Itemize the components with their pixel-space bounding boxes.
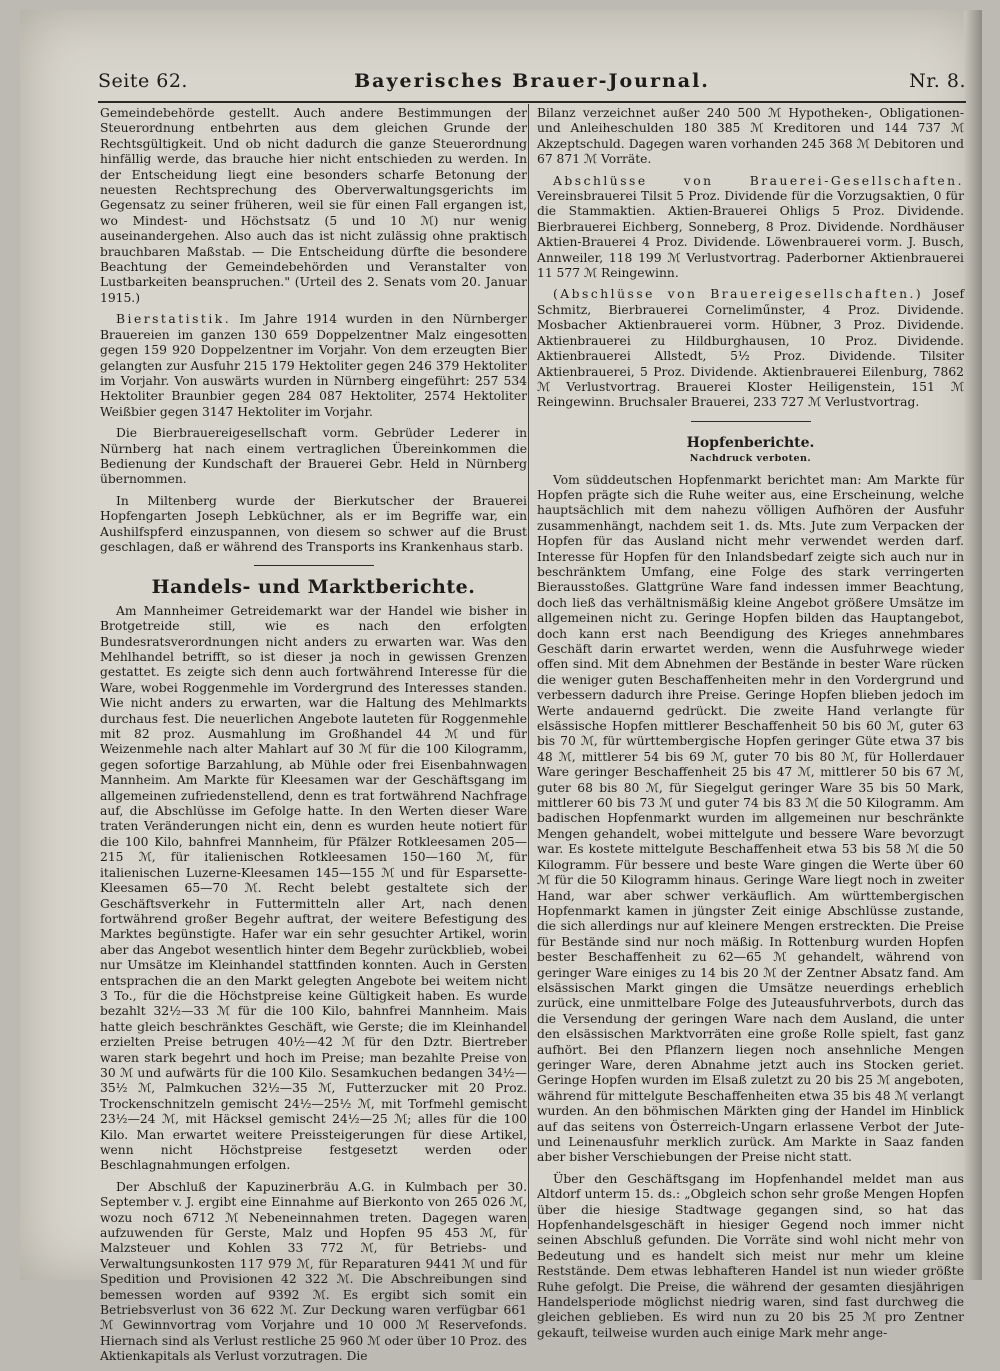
left-column	[100, 106, 527, 1371]
reprint-notice: Nachdruck verboten.	[689, 453, 812, 465]
right-column	[537, 106, 964, 1347]
paragraph: Gemeindebehörde gestellt. Auch andere Bestimmungen der Steuerordnung entbehrten aus dem gleichen Grunde der Rechtsgültigkeit. Und ob nicht dadurch die ganze Steuerordnung hinfällig werde, das brauche hier nicht entschieden zu werden. In der Entscheidung liegt eine besonders scharfe Betonung der neuesten Rechtsprechung des Oberverwaltungsgerichts im Gegensatz zu seiner früheren, weil sie für einen Fall ergangen ist, wo Mindest- und Höchstsatz (5 und 10 ℳ) nur wenig auseinandergehen. Also auch das ist nicht zulässig ohne praktisch brauchbaren Maßstab. — Die Entscheidung dürfte die besondere Beachtung der Gemeindebehörden und Veranstalter von Lustbarkeiten beanspruchen." (Urteil des 2. Senats vom 20. Januar 1915.)	[100, 106, 527, 305]
paragraph: Am Mannheimer Getreidemarkt war der Handel wie bisher in Brotgetreide still, wie es nach den erfolgten Bundesratsverordnungen nicht anders zu erwarten war. Was den Mehlhandel betrifft, so ist dieser ja noch in gewissen Grenzen gestattet. Es zeigte sich denn auch fortwährend Interesse für die Ware, wobei Roggenmehle im Vordergrund des Interesses standen. Wie nicht anders zu erwarten, war die Haltung des Mehlmarkts durchaus fest. Die neuerlichen Angebote lauteten für Roggenmehle mit 82 proz. Ausmahlung im Großhandel 44 ℳ und für Weizenmehle nach alter Mahlart auf 30 ℳ für die 100 Kilogramm, gegen sofortige Barzahlung, ab Mühle oder frei Eisenbahnwagen Mannheim. Am Markte für Kleesamen war der Geschäftsgang im allgemeinen zufriedenstellend, denn es trat fortwährend Nachfrage auf, die Abschlüsse im Gefolge hatte. In den Werten dieser Ware traten Veränderungen nicht ein, denn es wurden heute notiert für die 100 Kilo, bahnfrei Mannheim, für Pfälzer Rotkleesamen 205—215 ℳ, für italienischen Rotkleesamen 150—160 ℳ, für italienischen Luzerne-Kleesamen 145—155 ℳ und für Esparsette-Kleesamen 65—70 ℳ. Recht belebt gestaltete sich der Geschäftsverkehr in Futtermitteln aller Art, nach denen fortwährend großer Begehr auftrat, der weitere Befestigung des Marktes begünstigte. Hafer war ein sehr gesuchter Artikel, worin aber das Angebot wesentlich hinter dem Begehr zurückblieb, wobei nur Umsätze im Kleinhandel stattfinden konnten. Auch in Gersten entsprachen die an den Markt gelegten Angebote bei weitem nicht 3 To., für die die Höchstpreise keine Gültigkeit haben. Es wurde bezahlt 32½—33 ℳ für die 100 Kilo, bahnfrei Mannheim. Mais hatte gleich beschränktes Geschäft, wie Gerste; die im Kleinhandel erzielten Preise betrugen 40½—42 ℳ für den Dztr. Biertreber waren stark begehrt und hoch im Preise; man bezahlte Preise von 30 ℳ und aufwärts für die 100 Kilo. Sesamkuchen bedangen 34½—35½ ℳ, Palmkuchen 32½—35 ℳ, Futterzucker mit 20 Proz. Trockenschnitzeln gemischt 24½—25½ ℳ, mit Torfmehl gemischt 23½—24 ℳ, mit Häcksel gemischt 24½—25 ℳ; alles für die 100 Kilo. Man erwartet weitere Preissteigerungen für diese Artikel, wenn nicht Höchstpreise festgesetzt werden oder Beschlagnahmungen erfolgen.	[100, 603, 527, 1173]
paragraph: Die Bierbrauereigesellschaft vorm. Gebrüder Lederer in Nürnberg hat nach einem vertraglichen Übereinkommen die Bedienung der Kundschaft der Brauerei Gebr. Held in Nürnberg übernommen.	[100, 426, 527, 487]
paragraph-heading: Abschlüsse von Brauerei-Gesellschaften.	[553, 173, 964, 188]
paragraph: In Miltenberg wurde der Bierkutscher der Brauerei Hopfengarten Joseph Lebküchner, als er im Begriffe war, ein Aushilfspferd einzuspannen, von diesem so schwer auf die Brust geschlagen, daß er während des Transports ins Krankenhaus starb.	[100, 493, 527, 554]
paragraph-text: Josef Schmitz, Bierbrauerei Corneliműnster, 4 Proz. Dividende. Mosbacher Aktienbrauerei vorm. Hübner, 3 Proz. Dividende. Aktienbrauerei zu Hildburghausen, 10 Proz. Dividende. Aktienbrauerei Allstedt, 5½ Proz. Dividende. Tilsiter Aktienbrauerei, 5 Proz. Dividende. Aktienbrauerei Eilenburg, 7862 ℳ Verlustvortrag. Brauerei Kloster Heiligenstein, 151 ℳ Reingewinn. Bruchsaler Brauerei, 233 727 ℳ Verlustvortrag.	[537, 287, 964, 410]
section-rule	[691, 421, 811, 422]
page-header	[98, 70, 966, 100]
paragraph-abschluesse-2	[537, 287, 964, 410]
page-number: Seite 62.	[98, 70, 188, 92]
paragraph-heading: Bierstatistik.	[116, 312, 232, 327]
paragraph-heading: (Abschlüsse von Brauereigesellschaften.)	[553, 287, 924, 302]
section-title: Handels- und Marktberichte.	[151, 576, 476, 599]
column-divider	[528, 104, 529, 1229]
paragraph: Bilanz verzeichnet außer 240 500 ℳ Hypotheken-, Obligationen- und Anleiheschulden 180 385 ℳ Kreditoren und 144 737 ℳ Akzeptschuld. Dagegen waren vorhanden 245 368 ℳ Debitoren und 67 871 ℳ Vorräte.	[537, 106, 964, 167]
paragraph-abschluesse	[537, 174, 964, 282]
issue-number: Nr. 8.	[909, 70, 966, 92]
section-rule	[254, 565, 374, 566]
paragraph: Vom süddeutschen Hopfenmarkt berichtet man: Am Markte für Hopfen prägte sich die Ruhe weiter aus, eine Erscheinung, welche hauptsächlich mit dem nahezu völligen Aufhören der Ausfuhr zusammenhängt, nachdem seit 1. ds. Mts. Jute zum Verpacken der Hopfen für das Ausland nicht mehr verwendet werden darf. Interesse für Hopfen für den Inlandsbedarf zeigte sich auch nur in beschränktem Umfang, eine Folge des stark verringerten Bierausstoßes. Glattgrüne Ware fand indessen immer Beachtung, doch ließ das verhältnismäßig kleine Angebot größere Umsätze im allgemeinen nicht zu. Geringe Hopfen bilden das Hauptangebot, doch kann erst nach Beendigung des Krieges annehmbares Geschäft darin erwartet werden, wenn die Ausfuhrwege wieder offen sind. Mit dem Abnehmen der Bestände in bester Ware rücken die weniger guten Beschaffenheiten mehr in den Vordergrund und verbessern dadurch ihre Preise. Geringe Hopfen blieben jedoch im Werte andauernd gedrückt. Die zweite Hand verlangte für elsässische Hopfen mittlerer Beschaffenheit 50 bis 60 ℳ, guter 63 bis 70 ℳ, für württembergische Hopfen geringer Güte etwa 37 bis 48 ℳ, mittlerer 54 bis 69 ℳ, guter 70 bis 80 ℳ, für Hollerdauer Ware geringer Beschaffenheit 25 bis 47 ℳ, mittlerer 50 bis 67 ℳ, guter 68 bis 80 ℳ, für Siegelgut geringer Ware 35 bis 50 Mark, mittlerer 60 bis 73 ℳ und guter 74 bis 83 ℳ die 50 Kilogramm. Am badischen Hopfenmarkt wurden im allgemeinen nur beschränkte Mengen gehandelt, wobei mittelgute und bessere Ware bevorzugt war. Es kostete mittelgute Beschaffenheit etwa 53 bis 58 ℳ die 50 Kilogramm. Für bessere und beste Ware gingen die Werte über 60 ℳ für die 50 Kilogramm hinaus. Geringe Ware liegt noch in zweiter Hand, war aber schwer verkäuflich. Am württembergischen Hopfenmarkt kamen in jüngster Zeit einige Abschlüsse zustande, die sich allerdings nur auf kleinere Mengen erstreckten. Die Preise für Bestände sind nur noch mäßig. In Rottenburg wurden Hopfen bester Beschaffenheit zu 62—65 ℳ gehandelt, während von geringer Ware einiges zu 14 bis 20 ℳ der Zentner Absatz fand. Am elsässischen Markt gingen die Umsätze neuerdings erheblich zurück, eine unmittelbare Folge des Juteausfuhrverbots, durch das die Versendung der geringen Ware nach dem Ausland, die unter den elsässischen Marktvorräten eine große Rolle spielt, fast ganz aufhört. Bei den Pflanzern liegen noch ansehnliche Mengen geringer Ware, deren Abnahme jetzt auch ins Stocken geriet. Geringe Hopfen wurden im Elsaß zuletzt zu 20 bis 25 ℳ angeboten, während für mittelgute Beschaffenheiten etwa 35 bis 48 ℳ verlangt wurden. An den böhmischen Märkten ging der Handel im Hinblick auf das seitens von Österreich-Ungarn erlassene Verbot der Jute- und Leinenausfuhr merklich zurück. Am Markte in Saaz fanden aber bisher Verschiebungen der Preise nicht statt.	[537, 472, 964, 1165]
hop-report-title: Hopfenberichte.	[686, 434, 815, 451]
paragraph-bierstatistik	[100, 312, 527, 420]
paragraph-text: Im Jahre 1914 wurden in den Nürnberger Brauereien im ganzen 130 659 Doppelzentner Malz eingesotten gegen 159 920 Doppelzentner im Vorjahr. Von dem erzeugten Bier gelangten zur Ausfuhr 215 179 Hektoliter gegen 246 379 Hektoliter im Vorjahr. Von auswärts wurden in Nürnberg eingeführt: 257 534 Hektoliter Braunbier gegen 284 087 Hektoliter, 2574 Hektoliter Weißbier gegen 3147 Hektoliter im Vorjahr.	[100, 312, 527, 419]
page-spine-shadow	[964, 10, 982, 1280]
paragraph-text: Vereinsbrauerei Tilsit 5 Proz. Dividende für die Vorzugsaktien, 0 für die Stammaktien. Aktien-Brauerei Ohligs 5 Proz. Dividende. Bierbrauerei Eichberg, Sonneberg, 8 Proz. Dividende. Nordhäuser Aktien-Brauerei 4 Proz. Dividende. Löwenbrauerei vorm. J. Busch, Annweiler, 118 199 ℳ Verlustvortrag. Paderborner Aktienbrauerei 11 577 ℳ Reingewinn.	[537, 189, 964, 281]
header-rule	[98, 101, 966, 103]
paragraph: Über den Geschäftsgang im Hopfenhandel meldet man aus Altdorf unterm 15. ds.: „Obgleich schon sehr große Mengen Hopfen über die hiesige Stadtwage gegangen sind, so hat das Hopfenhandelsgeschäft in hiesiger Gegend noch immer nicht seinen Abschluß gefunden. Die Vorräte sind wohl nicht mehr von Bedeutung und es handelt sich meist nur mehr um kleine Reststände. Dem etwas lebhafteren Handel ist nun wieder größte Ruhe gefolgt. Die Preise, die während der gesamten diesjährigen Handelsperiode möglichst niedrig waren, sind fast durchweg die gleichen geblieben. Es wird nun zu 20 bis 25 ℳ pro Zentner gekauft, teilweise wurden auch einige Mark mehr ange-	[537, 1171, 964, 1340]
journal-title: Bayerisches Brauer-Journal.	[354, 70, 710, 92]
paragraph: Der Abschluß der Kapuzinerbräu A.G. in Kulmbach per 30. September v. J. ergibt eine Einnahme auf Bierkonto von 265 026 ℳ, wozu noch 6712 ℳ Nebeneinnahmen treten. Dagegen waren aufzuwenden für Gerste, Malz und Hopfen 95 453 ℳ, für Malzsteuer und Kohlen 33 772 ℳ, für Betriebs- und Verwaltungsunkosten 117 979 ℳ, für Reparaturen 9441 ℳ und für Spedition und Provisionen 42 322 ℳ. Die Abschreibungen sind bemessen worden auf 9392 ℳ. Es ergibt sich somit ein Betriebsverlust von 36 622 ℳ. Zur Deckung waren verfügbar 661 ℳ Gewinnvortrag vom Vorjahre und 10 000 ℳ Reservefonds. Hiernach sind als Verlust restliche 25 960 ℳ oder über 10 Proz. des Aktienkapitals als Verlust vorzutragen. Die	[100, 1179, 527, 1364]
